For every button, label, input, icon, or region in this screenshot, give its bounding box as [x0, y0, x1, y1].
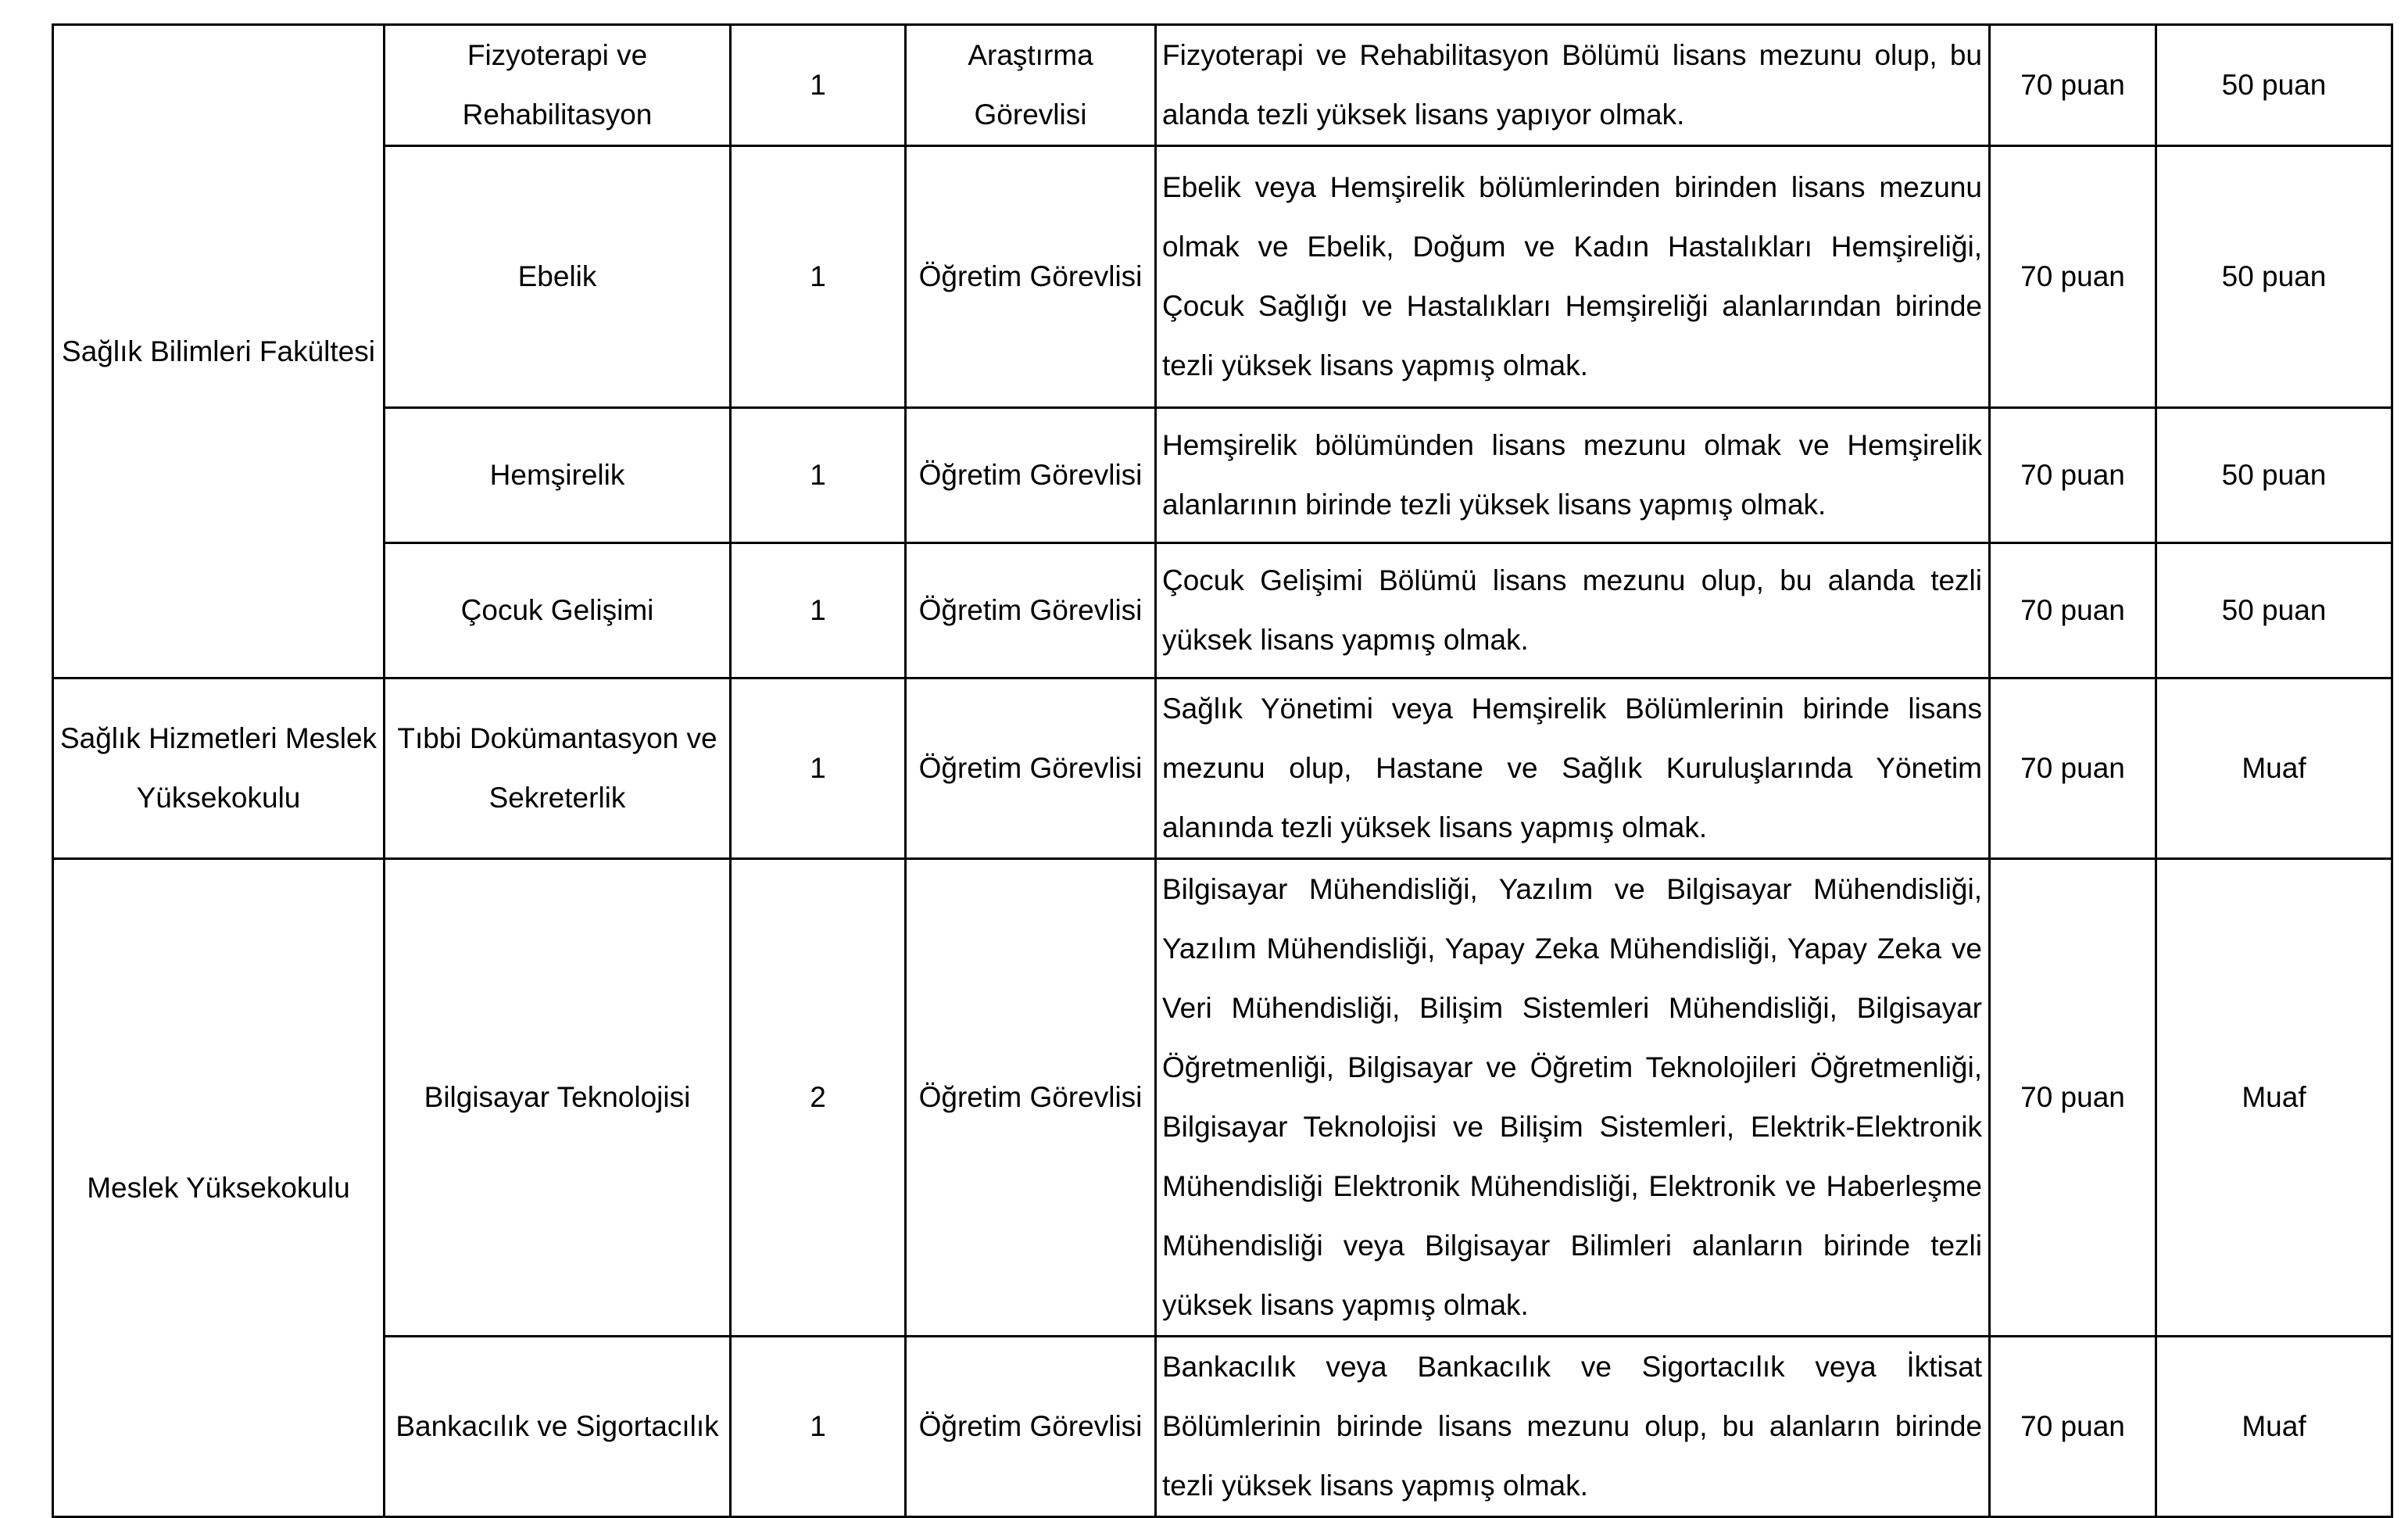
- table-row: [53, 543, 2392, 678]
- ales-score-cell: 70 puan: [1990, 543, 2156, 678]
- requirements-cell: Hemşirelik bölümünden lisans mezunu olmak ve Hemşirelik alanlarının birinde tezli yüksek lisans yapmış olmak.: [1156, 408, 1990, 543]
- language-score-cell: 50 puan: [2156, 408, 2392, 543]
- requirements-cell: Fizyoterapi ve Rehabilitasyon Bölümü lisans mezunu olup, bu alanda tezli yüksek lisans yapıyor olmak.: [1156, 25, 1990, 146]
- ales-score-cell: 70 puan: [1990, 1337, 2156, 1517]
- position-title-cell: Öğretim Görevlisi: [906, 859, 1156, 1337]
- ales-score-cell: 70 puan: [1990, 146, 2156, 408]
- ales-score-cell: 70 puan: [1990, 678, 2156, 859]
- ales-score-cell: 70 puan: [1990, 25, 2156, 146]
- unit-cell: Sağlık Hizmetleri Meslek Yüksekokulu: [53, 678, 385, 859]
- table-row: [53, 678, 2392, 859]
- position-title-cell: Öğretim Görevlisi: [906, 408, 1156, 543]
- position-count-cell: 1: [731, 146, 906, 408]
- language-score-cell: 50 puan: [2156, 146, 2392, 408]
- table-row: [53, 25, 2392, 146]
- position-count-cell: 1: [731, 1337, 906, 1517]
- position-count-cell: 1: [731, 408, 906, 543]
- department-cell: Bilgisayar Teknolojisi: [385, 859, 731, 1337]
- unit-cell: Meslek Yüksekokulu: [53, 859, 385, 1517]
- position-count-cell: 2: [731, 859, 906, 1337]
- language-score-cell: 50 puan: [2156, 25, 2392, 146]
- ales-score-cell: 70 puan: [1990, 859, 2156, 1337]
- ales-score-cell: 70 puan: [1990, 408, 2156, 543]
- language-score-cell: Muaf: [2156, 678, 2392, 859]
- table-row: [53, 146, 2392, 408]
- position-count-cell: 1: [731, 25, 906, 146]
- table-row: [53, 408, 2392, 543]
- requirements-cell: Ebelik veya Hemşirelik bölümlerinden birinden lisans mezunu olmak ve Ebelik, Doğum ve Kadın Hastalıkları Hemşireliği, Çocuk Sağlığı ve Hastalıkları Hemşireliği alanlarından birinde tezli yüksek lisans yapmış olmak.: [1156, 146, 1990, 408]
- requirements-cell: Çocuk Gelişimi Bölümü lisans mezunu olup, bu alanda tezli yüksek lisans yapmış olmak.: [1156, 543, 1990, 678]
- position-title-cell: Öğretim Görevlisi: [906, 543, 1156, 678]
- requirements-cell: Sağlık Yönetimi veya Hemşirelik Bölümlerinin birinde lisans mezunu olup, Hastane ve Sağlık Kuruluşlarında Yönetim alanında tezli yüksek lisans yapmış olmak.: [1156, 678, 1990, 859]
- position-count-cell: 1: [731, 678, 906, 859]
- positions-table: [52, 23, 2393, 1518]
- language-score-cell: Muaf: [2156, 859, 2392, 1337]
- department-cell: Hemşirelik: [385, 408, 731, 543]
- department-cell: Ebelik: [385, 146, 731, 408]
- department-cell: Bankacılık ve Sigortacılık: [385, 1337, 731, 1517]
- requirements-cell: Bankacılık veya Bankacılık ve Sigortacılık veya İktisat Bölümlerinin birinde lisans mezunu olup, bu alanların birinde tezli yüksek lisans yapmış olmak.: [1156, 1337, 1990, 1517]
- position-title-cell: Öğretim Görevlisi: [906, 146, 1156, 408]
- position-title-cell: Araştırma Görevlisi: [906, 25, 1156, 146]
- unit-cell: Sağlık Bilimleri Fakültesi: [53, 25, 385, 678]
- position-title-cell: Öğretim Görevlisi: [906, 678, 1156, 859]
- language-score-cell: Muaf: [2156, 1337, 2392, 1517]
- department-cell: Fizyoterapi ve Rehabilitasyon: [385, 25, 731, 146]
- position-count-cell: 1: [731, 543, 906, 678]
- table-row: [53, 859, 2392, 1337]
- department-cell: Tıbbi Dokümantasyon ve Sekreterlik: [385, 678, 731, 859]
- requirements-cell: Bilgisayar Mühendisliği, Yazılım ve Bilgisayar Mühendisliği, Yazılım Mühendisliği, Yapay Zeka Mühendisliği, Yapay Zeka ve Veri Mühendisliği, Bilişim Sistemleri Mühendisliği, Bilgisayar Öğretmenliği, Bilgisayar ve Öğretim Teknolojileri Öğretmenliği, Bilgisayar Teknolojisi ve Bilişim Sistemleri, Elektrik-Elektronik Mühendisliği Elektronik Mühendisliği, Elektronik ve Haberleşme Mühendisliği veya Bilgisayar Bilimleri alanların birinde tezli yüksek lisans yapmış olmak.: [1156, 859, 1990, 1337]
- language-score-cell: 50 puan: [2156, 543, 2392, 678]
- department-cell: Çocuk Gelişimi: [385, 543, 731, 678]
- position-title-cell: Öğretim Görevlisi: [906, 1337, 1156, 1517]
- table-row: [53, 1337, 2392, 1517]
